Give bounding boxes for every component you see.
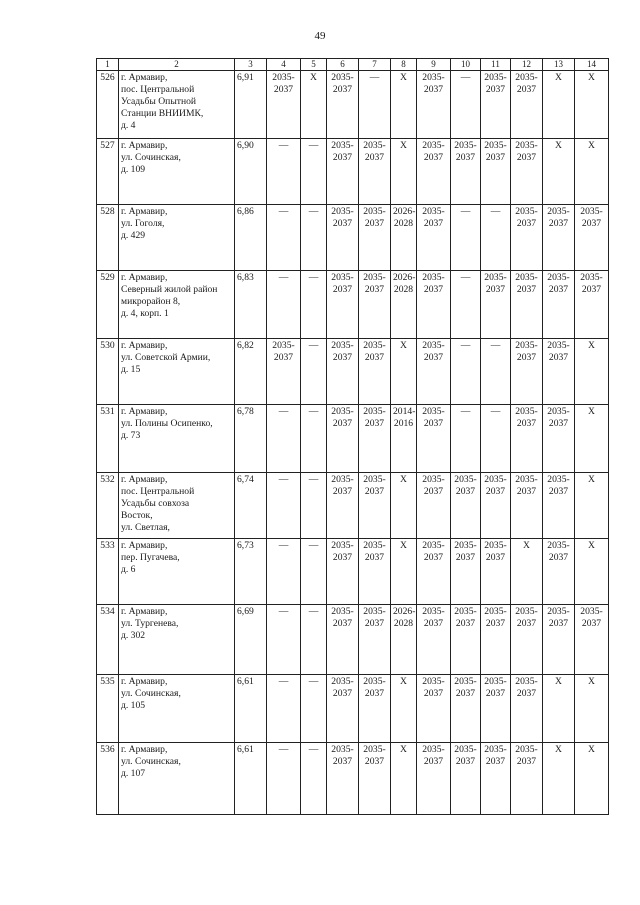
table-row [97, 271, 609, 339]
period-cell: Х [543, 139, 575, 205]
period-cell: 2035- 2037 [327, 675, 359, 743]
period-cell: — [267, 271, 301, 339]
address-cell: г. Армавир, ул. Полины Осипенко, д. 73 [119, 405, 235, 473]
period-cell: — [301, 339, 327, 405]
period-cell: 2035- 2037 [451, 675, 481, 743]
period-cell: Х [543, 71, 575, 139]
period-cell: 2035- 2037 [359, 139, 391, 205]
rate-cell: 6,61 [235, 675, 267, 743]
period-cell: — [301, 539, 327, 605]
period-cell: 2035- 2037 [451, 539, 481, 605]
row-number: 533 [97, 539, 119, 605]
address-cell: г. Армавир, ул. Сочинская, д. 107 [119, 743, 235, 815]
period-cell: — [301, 205, 327, 271]
period-cell: 2035- 2037 [543, 473, 575, 539]
row-number: 532 [97, 473, 119, 539]
column-number: 7 [359, 59, 391, 71]
period-cell: Х [391, 539, 417, 605]
column-number: 12 [511, 59, 543, 71]
row-number: 528 [97, 205, 119, 271]
period-cell: 2035- 2037 [575, 605, 609, 675]
address-cell: г. Армавир, пос. Центральной Усадьбы совхоза Восток, ул. Светлая, [119, 473, 235, 539]
table-row [97, 139, 609, 205]
period-cell: 2035- 2037 [451, 139, 481, 205]
table-row [97, 71, 609, 139]
table-row [97, 539, 609, 605]
row-number: 534 [97, 605, 119, 675]
period-cell: Х [391, 675, 417, 743]
period-cell: Х [575, 675, 609, 743]
row-number: 531 [97, 405, 119, 473]
period-cell: — [301, 139, 327, 205]
table-body [97, 71, 609, 815]
period-cell: Х [391, 339, 417, 405]
column-number: 8 [391, 59, 417, 71]
period-cell: 2035- 2037 [327, 71, 359, 139]
period-cell: 2035- 2037 [417, 473, 451, 539]
table-row [97, 405, 609, 473]
period-cell: 2035- 2037 [481, 743, 511, 815]
row-number: 526 [97, 71, 119, 139]
column-number: 9 [417, 59, 451, 71]
period-cell: Х [391, 71, 417, 139]
column-number: 11 [481, 59, 511, 71]
period-cell: 2035- 2037 [481, 139, 511, 205]
period-cell: Х [391, 473, 417, 539]
period-cell: 2035- 2037 [417, 605, 451, 675]
period-cell: 2035- 2037 [327, 405, 359, 473]
period-cell: 2035- 2037 [511, 271, 543, 339]
period-cell: Х [575, 473, 609, 539]
period-cell: 2035- 2037 [451, 743, 481, 815]
period-cell: 2026- 2028 [391, 205, 417, 271]
period-cell: Х [575, 71, 609, 139]
period-cell: — [267, 539, 301, 605]
period-cell: 2035- 2037 [417, 271, 451, 339]
column-number-row [97, 59, 609, 71]
column-number: 5 [301, 59, 327, 71]
period-cell: 2035- 2037 [543, 405, 575, 473]
period-cell: 2035- 2037 [359, 605, 391, 675]
row-number: 530 [97, 339, 119, 405]
period-cell: 2035- 2037 [481, 71, 511, 139]
rate-cell: 6,78 [235, 405, 267, 473]
column-number: 4 [267, 59, 301, 71]
address-cell: г. Армавир, пос. Центральной Усадьбы Опытной Станции ВНИИМК, д. 4 [119, 71, 235, 139]
period-cell: — [267, 605, 301, 675]
period-cell: 2035- 2037 [481, 675, 511, 743]
period-cell: Х [511, 539, 543, 605]
period-cell: 2035- 2037 [267, 71, 301, 139]
period-cell: 2035- 2037 [451, 473, 481, 539]
period-cell: — [451, 271, 481, 339]
period-cell: 2035- 2037 [543, 339, 575, 405]
column-number: 2 [119, 59, 235, 71]
rate-cell: 6,83 [235, 271, 267, 339]
period-cell: 2026- 2028 [391, 271, 417, 339]
period-cell: 2035- 2037 [417, 675, 451, 743]
period-cell: 2035- 2037 [511, 405, 543, 473]
period-cell: 2035- 2037 [543, 205, 575, 271]
period-cell: — [301, 605, 327, 675]
rate-cell: 6,74 [235, 473, 267, 539]
period-cell: — [301, 743, 327, 815]
period-cell: 2035- 2037 [267, 339, 301, 405]
period-cell: 2035- 2037 [327, 605, 359, 675]
period-cell: 2035- 2037 [511, 605, 543, 675]
period-cell: Х [543, 743, 575, 815]
period-cell: Х [575, 405, 609, 473]
period-cell: 2035- 2037 [417, 71, 451, 139]
rate-cell: 6,82 [235, 339, 267, 405]
period-cell: 2035- 2037 [481, 473, 511, 539]
period-cell: — [267, 743, 301, 815]
period-cell: Х [391, 139, 417, 205]
period-cell: Х [575, 743, 609, 815]
page-number: 49 [314, 30, 326, 42]
period-cell: 2035- 2037 [575, 205, 609, 271]
period-cell: 2035- 2037 [451, 605, 481, 675]
address-cell: г. Армавир, ул. Гоголя, д. 429 [119, 205, 235, 271]
period-cell: Х [391, 743, 417, 815]
period-cell: 2035- 2037 [481, 539, 511, 605]
period-cell: 2035- 2037 [417, 339, 451, 405]
period-cell: 2035- 2037 [481, 271, 511, 339]
rate-cell: 6,91 [235, 71, 267, 139]
row-number: 527 [97, 139, 119, 205]
column-number: 10 [451, 59, 481, 71]
period-cell: 2035- 2037 [511, 339, 543, 405]
period-cell: 2035- 2037 [511, 675, 543, 743]
period-cell: 2035- 2037 [359, 539, 391, 605]
period-cell: 2035- 2037 [359, 339, 391, 405]
rate-cell: 6,69 [235, 605, 267, 675]
period-cell: Х [301, 71, 327, 139]
period-cell: — [451, 405, 481, 473]
registry-table [96, 58, 609, 815]
period-cell: 2035- 2037 [327, 139, 359, 205]
table-row [97, 339, 609, 405]
period-cell: 2035- 2037 [327, 539, 359, 605]
row-number: 536 [97, 743, 119, 815]
period-cell: 2035- 2037 [327, 339, 359, 405]
rate-cell: 6,73 [235, 539, 267, 605]
period-cell: 2035- 2037 [481, 605, 511, 675]
table-row [97, 743, 609, 815]
period-cell: — [267, 675, 301, 743]
period-cell: — [481, 339, 511, 405]
period-cell: 2035- 2037 [359, 405, 391, 473]
row-number: 529 [97, 271, 119, 339]
period-cell: 2014- 2016 [391, 405, 417, 473]
period-cell: — [451, 339, 481, 405]
period-cell: 2035- 2037 [327, 271, 359, 339]
rate-cell: 6,90 [235, 139, 267, 205]
period-cell: 2035- 2037 [359, 205, 391, 271]
address-cell: г. Армавир, пер. Пугачева, д. 6 [119, 539, 235, 605]
period-cell: — [267, 473, 301, 539]
rate-cell: 6,61 [235, 743, 267, 815]
period-cell: 2035- 2037 [575, 271, 609, 339]
period-cell: 2035- 2037 [359, 743, 391, 815]
period-cell: 2035- 2037 [417, 405, 451, 473]
address-cell: г. Армавир, ул. Тургенева, д. 302 [119, 605, 235, 675]
period-cell: 2035- 2037 [543, 271, 575, 339]
period-cell: 2035- 2037 [327, 205, 359, 271]
period-cell: 2035- 2037 [511, 205, 543, 271]
period-cell: 2035- 2037 [359, 271, 391, 339]
period-cell: 2035- 2037 [327, 473, 359, 539]
address-cell: г. Армавир, Северный жилой район микрорайон 8, д. 4, корп. 1 [119, 271, 235, 339]
column-number: 14 [575, 59, 609, 71]
period-cell: — [481, 405, 511, 473]
period-cell: — [359, 71, 391, 139]
period-cell: Х [575, 339, 609, 405]
period-cell: 2035- 2037 [359, 675, 391, 743]
period-cell: — [301, 271, 327, 339]
period-cell: 2035- 2037 [511, 743, 543, 815]
table-row [97, 605, 609, 675]
period-cell: — [481, 205, 511, 271]
address-cell: г. Армавир, ул. Советской Армии, д. 15 [119, 339, 235, 405]
period-cell: — [301, 675, 327, 743]
period-cell: Х [543, 675, 575, 743]
column-number: 1 [97, 59, 119, 71]
address-cell: г. Армавир, ул. Сочинская, д. 105 [119, 675, 235, 743]
period-cell: 2035- 2037 [511, 71, 543, 139]
address-cell: г. Армавир, ул. Сочинская, д. 109 [119, 139, 235, 205]
column-number: 3 [235, 59, 267, 71]
period-cell: 2035- 2037 [543, 539, 575, 605]
row-number: 535 [97, 675, 119, 743]
period-cell: 2035- 2037 [417, 139, 451, 205]
period-cell: 2035- 2037 [511, 139, 543, 205]
period-cell: 2035- 2037 [511, 473, 543, 539]
period-cell: 2035- 2037 [417, 539, 451, 605]
period-cell: 2035- 2037 [327, 743, 359, 815]
period-cell: 2035- 2037 [359, 473, 391, 539]
period-cell: Х [575, 539, 609, 605]
period-cell: 2035- 2037 [543, 605, 575, 675]
period-cell: — [267, 205, 301, 271]
rate-cell: 6,86 [235, 205, 267, 271]
period-cell: 2026- 2028 [391, 605, 417, 675]
period-cell: 2035- 2037 [417, 205, 451, 271]
period-cell: — [301, 405, 327, 473]
period-cell: Х [575, 139, 609, 205]
table-row [97, 473, 609, 539]
period-cell: — [267, 405, 301, 473]
period-cell: — [267, 139, 301, 205]
table-row [97, 675, 609, 743]
table-row [97, 205, 609, 271]
table-header [97, 59, 609, 71]
period-cell: — [451, 205, 481, 271]
column-number: 6 [327, 59, 359, 71]
period-cell: — [451, 71, 481, 139]
column-number: 13 [543, 59, 575, 71]
period-cell: — [301, 473, 327, 539]
period-cell: 2035- 2037 [417, 743, 451, 815]
